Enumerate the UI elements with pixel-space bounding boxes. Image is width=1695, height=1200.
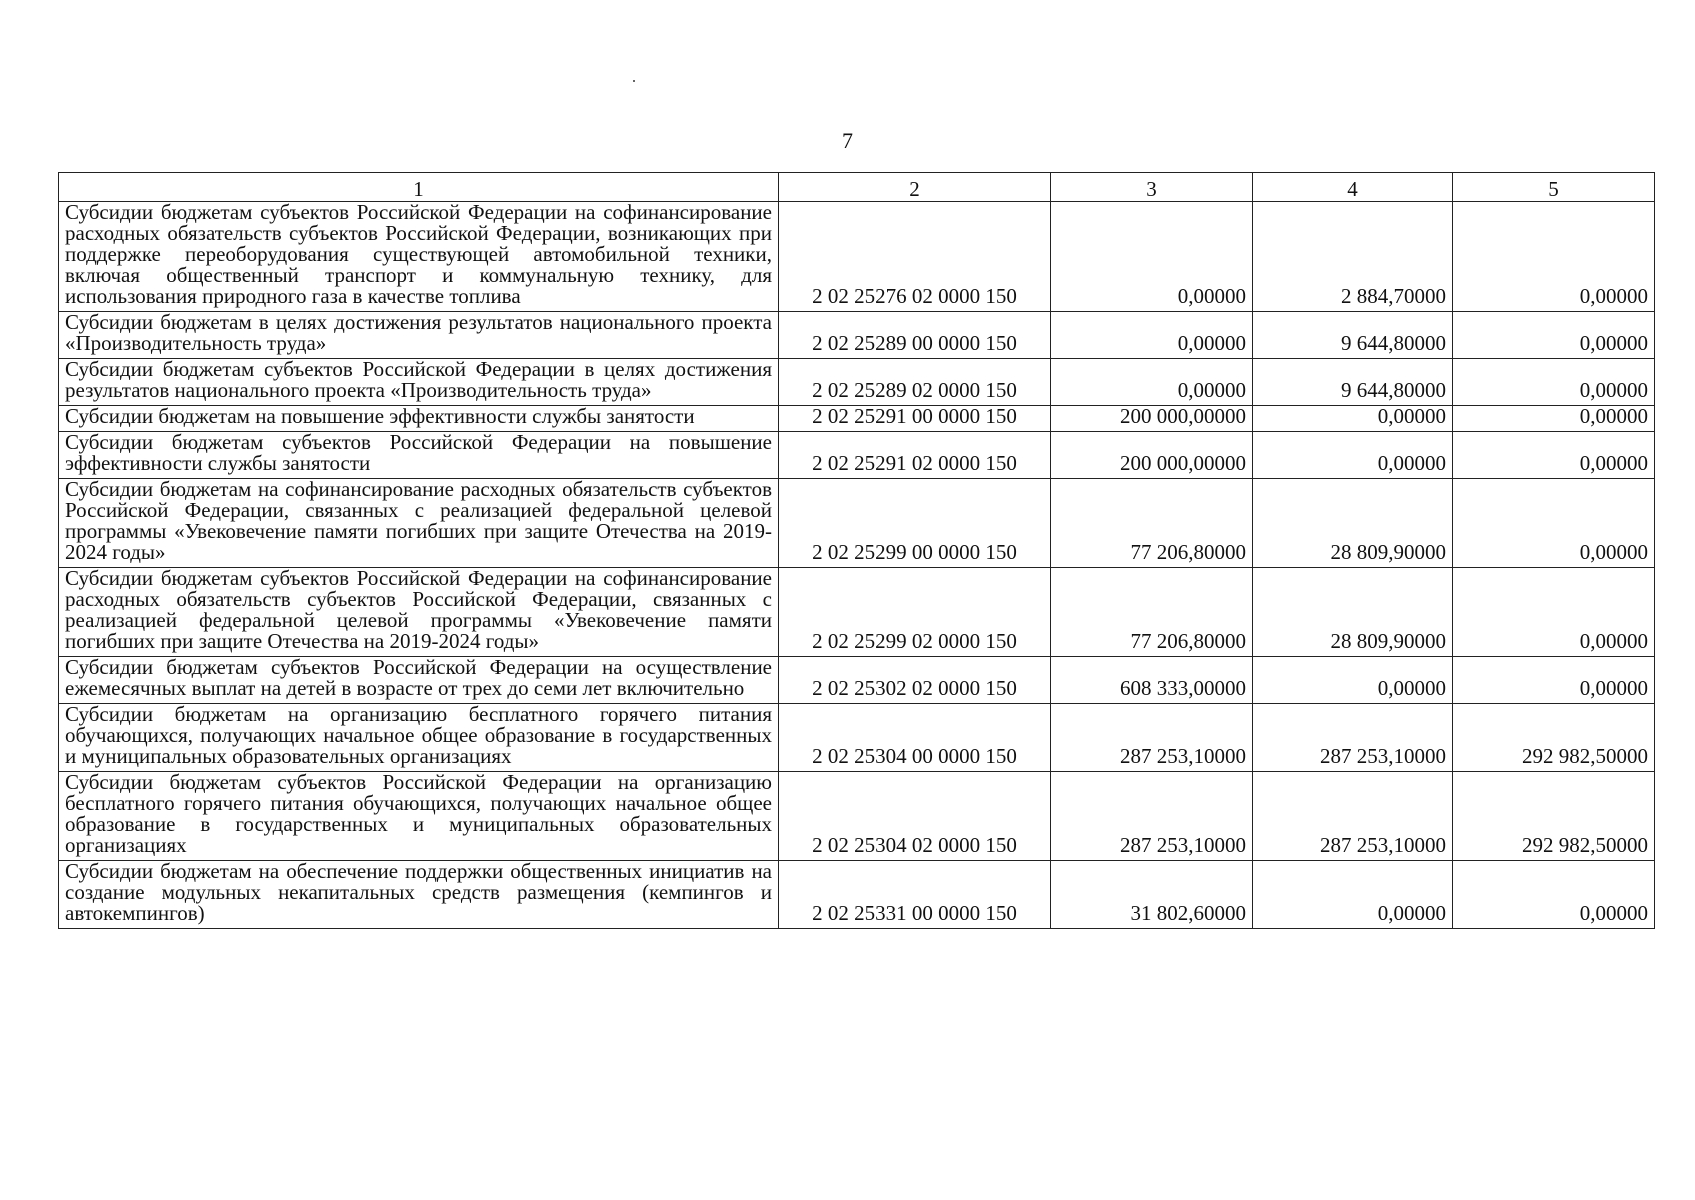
- header-row: [59, 173, 1655, 202]
- table-row: [59, 861, 1655, 929]
- row-col5: 0,00000: [1453, 202, 1655, 312]
- row-col5: 292 982,50000: [1453, 704, 1655, 772]
- row-col5: 292 982,50000: [1453, 772, 1655, 861]
- row-code: 2 02 25289 02 0000 150: [779, 359, 1051, 406]
- table-row: [59, 202, 1655, 312]
- row-col3: 77 206,80000: [1051, 479, 1253, 568]
- row-col4: 287 253,10000: [1253, 772, 1453, 861]
- row-description: Субсидии бюджетам на обеспечение поддержки общественных инициатив на создание модульных некапитальных средств размещения (кемпингов и автокемпингов): [59, 861, 779, 929]
- header-col-5: 5: [1453, 173, 1655, 202]
- row-col5: 0,00000: [1453, 312, 1655, 359]
- row-col4: 9 644,80000: [1253, 359, 1453, 406]
- row-code: 2 02 25302 02 0000 150: [779, 657, 1051, 704]
- header-col-4: 4: [1253, 173, 1453, 202]
- row-col4: 0,00000: [1253, 657, 1453, 704]
- row-col5: 0,00000: [1453, 568, 1655, 657]
- row-col3: 0,00000: [1051, 312, 1253, 359]
- row-col4: 28 809,90000: [1253, 568, 1453, 657]
- header-col-3: 3: [1051, 173, 1253, 202]
- row-col5: 0,00000: [1453, 432, 1655, 479]
- table-row: [59, 568, 1655, 657]
- row-col5: 0,00000: [1453, 657, 1655, 704]
- table-row: [59, 312, 1655, 359]
- row-col3: 0,00000: [1051, 202, 1253, 312]
- table-row: [59, 406, 1655, 432]
- row-description: Субсидии бюджетам субъектов Российской Федерации на организацию бесплатного горячего питания обучающихся, получающих начальное общее образование в государственных и муниципальных образовательных организациях: [59, 772, 779, 861]
- row-col5: 0,00000: [1453, 359, 1655, 406]
- row-description: Субсидии бюджетам субъектов Российской Федерации на софинансирование расходных обязательств субъектов Российской Федерации, возникающих при поддержке переоборудования существующей автомобильной техники, включая общественный транспорт и коммунальную технику, для использования природного газа в качестве топлива: [59, 202, 779, 312]
- row-col3: 77 206,80000: [1051, 568, 1253, 657]
- table-row: [59, 704, 1655, 772]
- budget-table: [58, 172, 1655, 929]
- row-col3: 200 000,00000: [1051, 406, 1253, 432]
- row-code: 2 02 25299 02 0000 150: [779, 568, 1051, 657]
- row-code: 2 02 25304 00 0000 150: [779, 704, 1051, 772]
- row-col5: 0,00000: [1453, 406, 1655, 432]
- row-col4: 0,00000: [1253, 861, 1453, 929]
- row-code: 2 02 25291 00 0000 150: [779, 406, 1051, 432]
- header-col-2: 2: [779, 173, 1051, 202]
- row-col4: 287 253,10000: [1253, 704, 1453, 772]
- table-row: [59, 359, 1655, 406]
- row-col5: 0,00000: [1453, 479, 1655, 568]
- table-row: [59, 432, 1655, 479]
- row-col5: 0,00000: [1453, 861, 1655, 929]
- row-description: Субсидии бюджетам в целях достижения результатов национального проекта «Производительность труда»: [59, 312, 779, 359]
- scan-speck: [633, 80, 635, 82]
- row-col3: 31 802,60000: [1051, 861, 1253, 929]
- header-col-1: 1: [59, 173, 779, 202]
- row-col4: 2 884,70000: [1253, 202, 1453, 312]
- row-code: 2 02 25291 02 0000 150: [779, 432, 1051, 479]
- row-col3: 200 000,00000: [1051, 432, 1253, 479]
- row-description: Субсидии бюджетам субъектов Российской Федерации на софинансирование расходных обязательств субъектов Российской Федерации, связанных с реализацией федеральной целевой программы «Увековечение памяти погибших при защите Отечества на 2019-2024 годы»: [59, 568, 779, 657]
- row-description: Субсидии бюджетам на повышение эффективности службы занятости: [59, 406, 779, 432]
- row-description: Субсидии бюджетам субъектов Российской Федерации на осуществление ежемесячных выплат на детей в возрасте от трех до семи лет включительно: [59, 657, 779, 704]
- page-number: 7: [842, 128, 853, 153]
- row-col3: 608 333,00000: [1051, 657, 1253, 704]
- row-code: 2 02 25304 02 0000 150: [779, 772, 1051, 861]
- row-description: Субсидии бюджетам на организацию бесплатного горячего питания обучающихся, получающих начальное общее образование в государственных и муниципальных образовательных организациях: [59, 704, 779, 772]
- table-row: [59, 657, 1655, 704]
- row-col4: 0,00000: [1253, 432, 1453, 479]
- table-row: [59, 479, 1655, 568]
- row-description: Субсидии бюджетам субъектов Российской Федерации в целях достижения результатов национального проекта «Производительность труда»: [59, 359, 779, 406]
- row-description: Субсидии бюджетам субъектов Российской Федерации на повышение эффективности службы занятости: [59, 432, 779, 479]
- row-col4: 9 644,80000: [1253, 312, 1453, 359]
- row-code: 2 02 25276 02 0000 150: [779, 202, 1051, 312]
- row-col3: 0,00000: [1051, 359, 1253, 406]
- row-col4: 0,00000: [1253, 406, 1453, 432]
- row-code: 2 02 25289 00 0000 150: [779, 312, 1051, 359]
- row-col3: 287 253,10000: [1051, 772, 1253, 861]
- row-col4: 28 809,90000: [1253, 479, 1453, 568]
- table-row: [59, 772, 1655, 861]
- row-description: Субсидии бюджетам на софинансирование расходных обязательств субъектов Российской Федерации, связанных с реализацией федеральной целевой программы «Увековечение памяти погибших при защите Отечества на 2019-2024 годы»: [59, 479, 779, 568]
- row-code: 2 02 25331 00 0000 150: [779, 861, 1051, 929]
- row-code: 2 02 25299 00 0000 150: [779, 479, 1051, 568]
- row-col3: 287 253,10000: [1051, 704, 1253, 772]
